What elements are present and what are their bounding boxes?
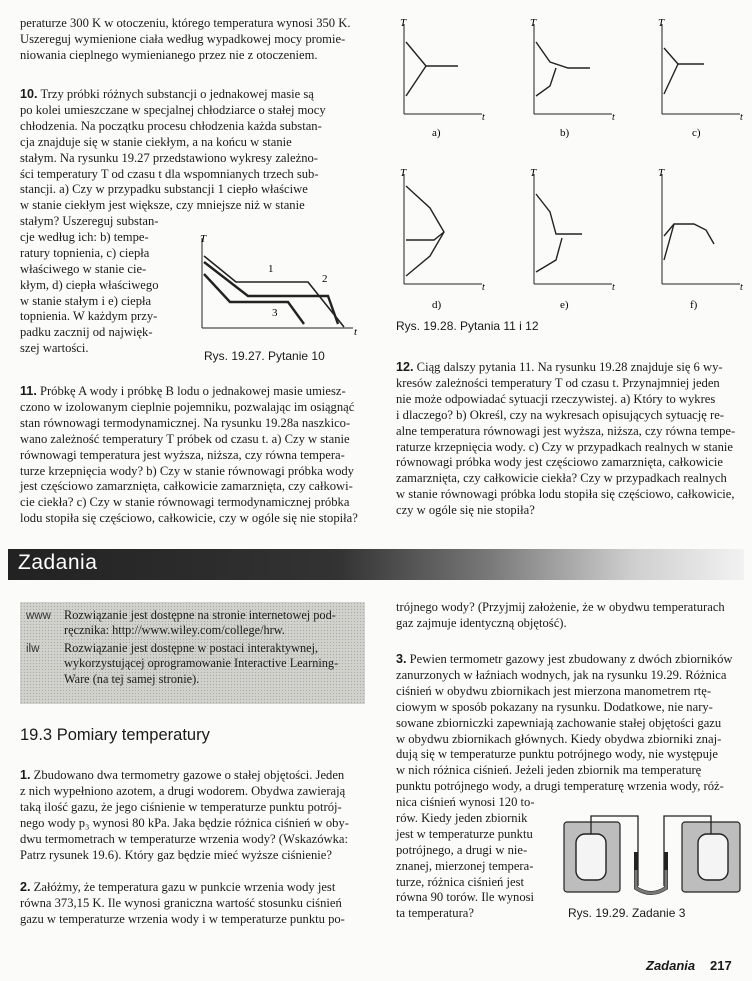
question-10-line: cje według ich: b) tempe- [20, 229, 149, 244]
question-10-line: padku zacznij od najwięk- [20, 325, 153, 340]
question-12-line: w stanie równowagi próbka lodu stopiła się częściowo, całkowicie, [396, 487, 735, 502]
question-12-line: równowagi próbka wody jest częściowo zamarznięta, całkowicie [396, 455, 723, 470]
panel-a [400, 17, 485, 139]
question-10-line: w stanie stałym i e) ciepła [20, 293, 152, 308]
question-10-line: chłodzenia. Na początku procesu chłodzenia każda substan- [20, 118, 322, 133]
question-10-line: po kolei umieszczane w specjalnej chłodziarce o stałej mocy [20, 102, 326, 117]
question-11 [20, 384, 366, 527]
section-heading: 19.3 Pomiary temperatury [20, 726, 210, 744]
problem-3-line: w obydwu zbiornikach głównych. Kiedy obydwa zbiorniki znaj- [396, 731, 722, 746]
panel-label-f: f) [690, 299, 698, 311]
intro-line: Uszereguj wymienione ciała według wypadkowej mocy promie- [20, 31, 346, 46]
question-11-line: jest częściowo zamarznięta, całkowicie zamarznięta, czy całkowi- [20, 479, 353, 494]
gas-bulb-left [576, 834, 606, 880]
problem-2-number: 2. [20, 880, 31, 894]
figure-19-27-caption: Rys. 19.27. Pytanie 10 [204, 349, 325, 363]
question-11-line: wano zależność temperatury T próbek od czasu t. a) Czy w stanie [20, 431, 350, 446]
problem-3-line: potrójnego, a drugi w nie- [396, 842, 528, 857]
problem-1-line: dwu termometrach w temperaturze wrzenia wody? (Wskazówka: [20, 831, 348, 846]
page-number: 217 [710, 958, 732, 973]
question-10-line: cja znajduje się w stanie ciekłym, a na końcu w stanie [20, 134, 292, 149]
question-10-line: właściwego w stanie cie- [20, 261, 147, 276]
problem-3-narrow [396, 795, 544, 922]
ilw-text: Rozwiązanie jest dostępne w postaci interaktywnej, wykorzystującej oprogramowanie Interactive Learning- Ware (na tej samej stronie). [64, 641, 339, 686]
panel-label-a: a) [432, 127, 441, 139]
question-12-line: i dlaczego? b) Określ, czy na wykresach opisujących sytuację re- [396, 407, 724, 422]
figure-19-29 [560, 812, 744, 896]
www-link[interactable]: ręcznika: http://www.wiley.com/college/hrw. [64, 623, 285, 638]
question-12 [396, 360, 741, 519]
question-10-line: topnienia. W każdym przy- [20, 309, 158, 324]
problem-1-number: 1. [20, 768, 31, 782]
ilw-tag: ilw [26, 643, 40, 655]
problem-3-line: sowane zbiorniczki zapewniają zachowanie stałej objętości gazu [396, 715, 722, 730]
www-tag: www [26, 610, 51, 622]
www-text: Rozwiązanie jest dostępne na stronie internetowej pod- ręcznika: http://www.wiley.com/college/hrw. [64, 608, 360, 639]
intro-line: niowania cieplnego wymienianego przez nie z otoczeniem. [20, 47, 318, 62]
svg-text:t: t [612, 112, 615, 123]
question-10-line: stałym? Uszereguj substan- [20, 214, 159, 228]
svg-text:T: T [658, 167, 665, 179]
svg-text:T: T [658, 17, 665, 29]
figure-19-28-caption: Rys. 19.28. Pytania 11 i 12 [396, 319, 539, 333]
problem-3-line: Pewien termometr gazowy jest zbudowany z dwóch zbiorników [409, 652, 733, 666]
panel-d [400, 167, 485, 311]
question-10 [20, 87, 366, 214]
problem-2-line: gazu w temperaturze wrzenia wody i w temperaturze punktu po- [20, 911, 345, 926]
question-11-line: Próbkę A wody i próbkę B lodu o jednakowej masie umiesz- [39, 384, 346, 398]
svg-text:t: t [482, 112, 485, 123]
panel-label-b: b) [560, 127, 570, 139]
question-10-number: 10. [20, 87, 38, 101]
curve-label-1: 1 [268, 263, 274, 275]
figure-19-27 [188, 232, 368, 342]
question-10-line: ratury topnienia, c) ciepła [20, 245, 150, 260]
panel-label-e: e) [560, 299, 569, 311]
intro-paragraph [20, 16, 366, 64]
problem-2-line: Załóżmy, że temperatura gazu w punkcie wrzenia wody jest [33, 880, 336, 894]
axis-time-label: t [354, 326, 358, 338]
svg-text:T: T [400, 17, 407, 29]
curve-label-2: 2 [322, 273, 328, 285]
problem-3-line: dują się w temperaturze punktu potrójnego wody, nie występuje [396, 747, 718, 762]
question-12-line: raturze krzepnięcia wody. c) Czy w przypadkach realnych w stanie [396, 439, 733, 454]
problem-3-line: nica ciśnień wynosi 120 to- [396, 795, 535, 809]
web-solution-box [20, 602, 365, 704]
panel-label-d: d) [432, 299, 442, 311]
question-10-line: szej wartości. [20, 341, 89, 356]
problem-3-number: 3. [396, 652, 407, 666]
problem-1-line: nego wody p₃ wynosi 80 kPa. Jaka będzie różnica ciśnień w oby- [20, 815, 349, 830]
question-12-number: 12. [396, 360, 414, 374]
gas-bulb-right [698, 834, 728, 880]
svg-text:t: t [482, 282, 485, 293]
svg-text:t: t [740, 112, 743, 123]
axis-t-label: T [200, 233, 207, 245]
problem-2-line: trójnego wody? (Przyjmij założenie, że w obydwu temperaturach [396, 600, 725, 614]
problem-2-line: równa 373,15 K. Ile wynosi graniczna wartość stosunku ciśnień [20, 895, 342, 910]
problem-3-line: punktu potrójnego wody, a drugi temperaturę wrzenia wody, róż- [396, 779, 724, 794]
panel-e [530, 167, 615, 311]
footer-section: Zadania [646, 958, 696, 973]
problem-1-line: taką ilość gazu, że jego ciśnienie w temperaturze punktu potrój- [20, 799, 342, 814]
problem-3-line: równa 90 torów. Ile wynosi [396, 890, 535, 905]
figure-19-28 [396, 14, 742, 314]
question-11-line: lodu stopiła się częściowo, całkowicie, czy w ogóle się nie stopiła? [20, 511, 358, 526]
section-banner [8, 549, 744, 580]
problem-3-line: znanej, mierzonej tempera- [396, 858, 534, 873]
question-11-line: stan równowagi termodynamicznej. Na rysunku 19.28a naszkico- [20, 415, 351, 430]
question-11-line: czono w izolowanym cieplnie pojemniku, pozwalając im osiągnąć [20, 399, 355, 414]
problem-2-line: gaz zajmuje identyczną objętość). [396, 615, 567, 630]
panel-label-c: c) [692, 127, 701, 139]
svg-text:t: t [612, 282, 615, 293]
curve-label-3: 3 [272, 307, 278, 319]
problem-3-line: ciśnień w obydwu zbiornikach jest mierzona manometrem rtę- [396, 683, 712, 698]
question-12-line: zamarznięta, czy całkowicie ciekła? Czy w przypadkach realnych [396, 471, 727, 486]
svg-text:T: T [530, 17, 537, 29]
svg-text:T: T [530, 167, 537, 179]
problem-3 [396, 652, 741, 795]
problem-3-line: zanurzonych w łaźniach wodnych, jak na rysunku 19.29. Różnica [396, 667, 727, 682]
problem-1-line: Patrz rysunek 19.6). Który gaz będzie mieć wyższe ciśnienie? [20, 847, 332, 862]
question-11-line: równowagi temperatura jest wyższa, niższa, czy równa tempera- [20, 447, 345, 462]
svg-text:t: t [740, 282, 743, 293]
mercury-level [636, 870, 666, 893]
banner-title: Zadania [18, 551, 98, 574]
question-10-line: w stanie ciekłym jest większe, czy mniejsze niż w stanie [20, 198, 305, 213]
question-12-line: kresów zależności temperatury T od czasu t. Przynajmniej jeden [396, 375, 720, 390]
question-10-line: Trzy próbki różnych substancji o jednakowej masie są [40, 87, 314, 101]
question-12-line: nie może odpowiadać sytuacji rzeczywistej. a) Który to wykres [396, 391, 716, 406]
panel-c [658, 17, 743, 139]
problem-2-continued [396, 600, 741, 632]
panel-f [658, 167, 743, 311]
question-11-line: turze krzepnięcia wody? b) Czy w stanie równowagi próbka wody [20, 463, 354, 478]
question-10-line: ści temperatury T od czasu t dla wspomnianych trzech sub- [20, 166, 319, 181]
problem-3-line: jest w temperaturze punktu [396, 826, 533, 841]
question-11-line: cie ciekła? c) Czy w stanie równowagi termodynamicznej próbka [20, 495, 350, 510]
question-11-number: 11. [20, 384, 37, 398]
problem-3-line: ta temperatura? [396, 906, 474, 921]
problem-3-line: ciowym w sposób pokazany na rysunku. Dodatkowe, nie nary- [396, 699, 713, 714]
problem-1 [20, 768, 366, 863]
question-10-line: stancji. a) Czy w przypadku substancji 1 ciepło właściwe [20, 182, 308, 197]
problem-3-line: rów. Kiedy jeden zbiornik [396, 810, 528, 825]
problem-3-line: turze, różnica ciśnień jest [396, 874, 524, 889]
intro-line: peraturze 300 K w otoczeniu, którego temperatura wynosi 350 K. [20, 16, 351, 30]
panel-b [530, 17, 615, 139]
question-10-line: kłym, d) ciepła właściwego [20, 277, 159, 292]
svg-text:T: T [400, 167, 407, 179]
question-12-line: Ciąg dalszy pytania 11. Na rysunku 19.28 znajduje się 6 wy- [416, 360, 723, 374]
figure-19-29-caption: Rys. 19.29. Zadanie 3 [568, 906, 686, 920]
question-10-line: stałym. Na rysunku 19.27 przedstawiono wykresy zależno- [20, 150, 318, 165]
problem-3-line: w nich różnica ciśnień. Jeżeli jeden zbiornik ma temperaturę [396, 763, 702, 778]
problem-2 [20, 880, 366, 928]
question-12-line: czy w ogóle się nie stopiła? [396, 503, 535, 518]
question-12-line: alne temperatura równowagi jest wyższa, niższa, czy równa tempe- [396, 423, 736, 438]
mercury-manometer [636, 852, 666, 893]
question-10-narrow [20, 214, 180, 357]
problem-1-line: Zbudowano dwa termometry gazowe o stałej objętości. Jeden [33, 768, 345, 782]
problem-1-line: z nich wypełniono azotem, a drugi wodorem. Obydwa zawierają [20, 783, 346, 798]
